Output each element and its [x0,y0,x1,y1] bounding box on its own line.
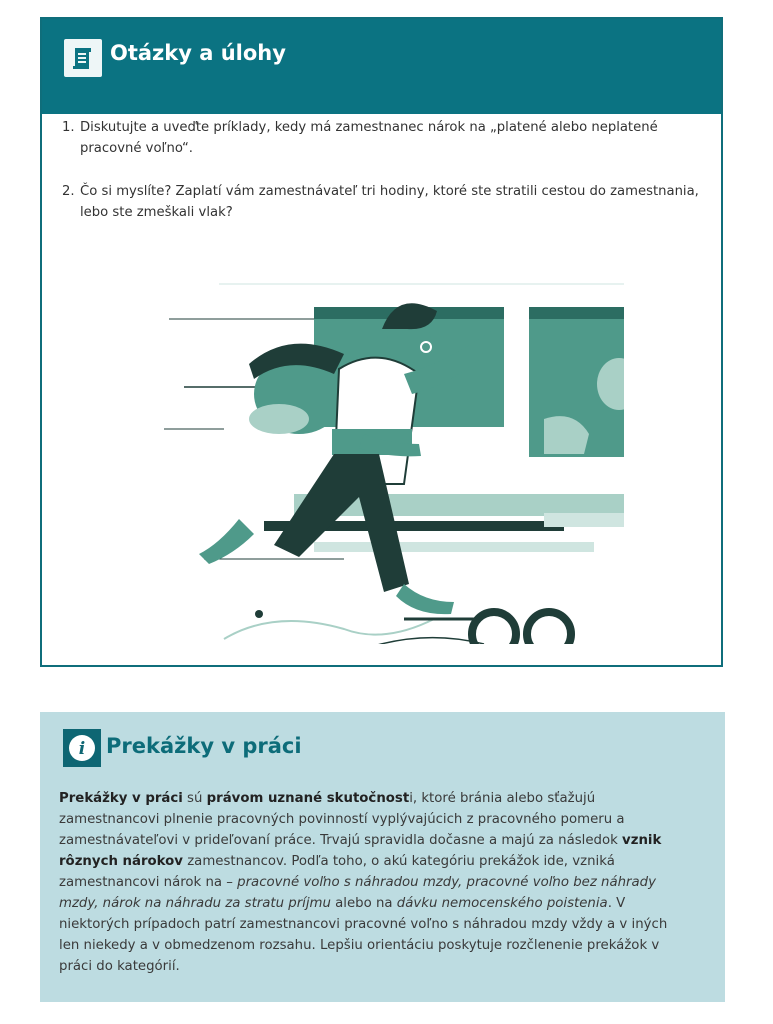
term-bold: vznik rôznych nárokov [59,833,662,869]
info-paragraph [59,788,689,977]
term-bold: Prekážky v práci [59,791,183,806]
svg-text:i: i [78,739,86,759]
text-span: i, ktoré bránia alebo sťažujú zamestnancovi plnenie pracovných povinností vyplývajúcich z pracovného pomeru a zamestnávateľovi v prideľovaní práce. Trvajú spravidla dočasne a majú za následok [59,791,625,848]
info-icon [63,729,101,767]
question-text: Diskutujte a uveďte príklady, kedy má zamestnanec nárok na „platené alebo neplatené pracovné voľno“. [80,120,658,156]
term-italic: pracovné voľno s náhradou mzdy, pracovné voľno bez náhrady mzdy, nárok na náhradu za stratu príjmu [59,875,656,911]
person-running-to-train-illustration [164,259,624,644]
info-title: Prekážky v práci [106,734,302,758]
question-item [62,181,717,223]
text-span: . V niektorých prípadoch patrí zamestnancovi pracovné voľno s náhradou mzdy vždy a v iných len niekedy a v obmedzenom rozsahu. Lepšiu orientáciu poskytuje rozčlenenie prekážok v práci do kategórií. [59,896,668,974]
text-span: zamestnancov. Podľa toho, o akú kategóriu prekážok ide, vzniká zamestnancovi nárok na – [59,854,615,890]
questions-header [42,19,721,114]
info-box [40,712,725,1002]
question-text: Čo si myslíte? Zaplatí vám zamestnávateľ tri hodiny, ktoré ste stratili cestou do zamestnania, lebo ste zmeškali vlak? [80,184,699,220]
question-number: 1. [62,120,75,135]
term-italic: dávku nemocenského poistenia [396,896,608,911]
question-item [62,117,717,159]
document-list-icon [64,39,102,77]
questions-title: Otázky a úlohy [110,41,286,65]
text-span: alebo na [330,896,397,911]
term-bold: právom uznané skutočnost [206,791,410,806]
questions-list [62,117,717,245]
question-number: 2. [62,184,75,199]
text-span: sú [182,791,207,806]
questions-box [40,17,723,667]
